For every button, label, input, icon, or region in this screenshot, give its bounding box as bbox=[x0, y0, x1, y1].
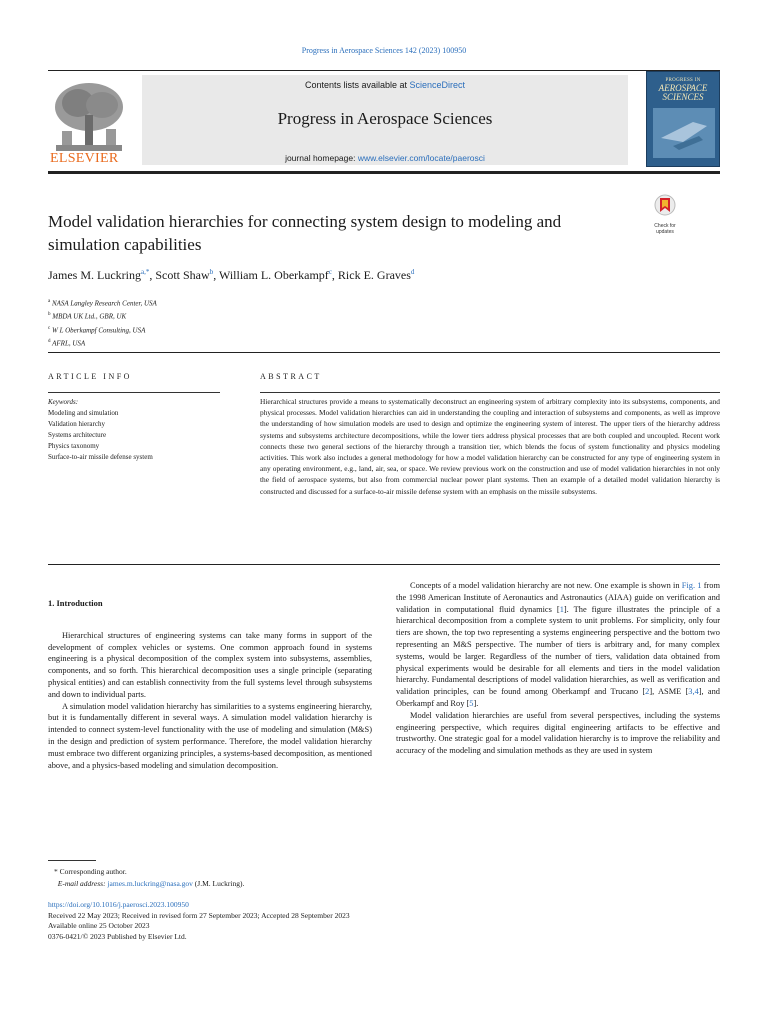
author-affiliation-mark[interactable]: a,* bbox=[140, 268, 150, 276]
body-paragraph: A simulation model validation hierarchy has similarities to a systems engineering hierarchy, but it is fundamentally different in several ways. A simulation model validation hierarchy is intended to connect system-level functionality with the use of modeling and simulation (M&S) in the design and prediction of system performance. Therefore, the model validation hierarchy must embrace two different organizing principles, a systems-based decomposition, as mentioned above, and a physics-based modeling and simulation decomposition. bbox=[48, 701, 372, 770]
cover-line2: AEROSPACE SCIENCES bbox=[658, 83, 708, 102]
footnote-block bbox=[54, 866, 244, 890]
author-separator: , bbox=[213, 268, 219, 282]
cover-line1: PROGRESS IN bbox=[665, 78, 701, 83]
keyword-item: Surface-to-air missile defense system bbox=[48, 453, 153, 461]
sciencedirect-link[interactable]: ScienceDirect bbox=[409, 80, 466, 90]
publisher-name: ELSEVIER bbox=[50, 151, 119, 166]
citation-link[interactable]: 3,4 bbox=[688, 687, 699, 697]
keyword-item: Modeling and simulation bbox=[48, 409, 119, 417]
received-dates: Received 22 May 2023; Received in revised form 27 September 2023; Accepted 28 September 2023 bbox=[48, 910, 350, 920]
body-paragraph: Model validation hierarchies are useful from several perspectives, including the systems engineering perspective, which requires digital engineering artifacts to be effective and trustworthy. One strategic goal for a model validation hierarchy is to improve the reliability and accuracy of the modeling and simulation methods as they are used in system bbox=[396, 710, 720, 756]
cover-image bbox=[653, 108, 715, 158]
affiliation-item: $^b$ MBDA UK Ltd., GBR, UK bbox=[48, 312, 127, 321]
keywords-block bbox=[48, 397, 153, 463]
masthead-rule bbox=[48, 171, 720, 174]
body-column-left bbox=[48, 598, 372, 771]
section-heading: 1. Introduction bbox=[48, 598, 103, 608]
author-affiliation-mark[interactable]: b bbox=[209, 268, 214, 276]
journal-title: Progress in Aerospace Sciences bbox=[277, 109, 493, 128]
copyright: 0376-0421/© 2023 Published by Elsevier Ltd. bbox=[48, 931, 187, 941]
body-column-right bbox=[396, 580, 720, 757]
citation-link[interactable]: 2 bbox=[645, 687, 650, 697]
author bbox=[48, 268, 155, 282]
author-name[interactable]: Rick E. Graves bbox=[337, 268, 411, 282]
keyword-item: Validation hierarchy bbox=[48, 420, 105, 428]
author-affiliation-mark[interactable]: d bbox=[410, 268, 415, 276]
article-info-rule bbox=[48, 392, 220, 393]
author-name[interactable]: William L. Oberkampf bbox=[218, 268, 329, 282]
article-info-heading: ARTICLE INFO bbox=[48, 372, 132, 381]
author-separator: , bbox=[149, 268, 156, 282]
abstract-text: Hierarchical structures provide a means to systematically deconstruct an engineering system of arbitrary complexity into its subsystems, components, and physical processes. Model validation hierarchies can aid in understanding the coupling and interaction of subsystems and components, as well as improve the understanding of how simulation models are used to design and optimize the engineering system of interest. The upper tiers of the hierarchy address systems and subsystems architecture decompositions, while the lower tiers address physical processes that are both coupled and uncoupled. Recent work connects these two general sections of the hierarchy through a transition tier, which blends the focus of system functionality and physics modeling activities. This work also includes a general methodology for how a model validation hierarchy can be constructed for any type of engineering system in any operating environment, e.g., land, air, sea, or space. We review previous work on the construction and use of model validation hierarchies in not only the field of aerospace systems, but also from commercial nuclear power plant systems. Then an example of a detailed model validation hierarchy is constructed and discussed for a surface-to-air missile defense system with an emphasis on the missile subsystems. bbox=[260, 397, 720, 496]
homepage-prefix: journal homepage: bbox=[285, 153, 358, 163]
author bbox=[338, 268, 414, 282]
publication-info bbox=[48, 900, 350, 942]
keyword-item: Physics taxonomy bbox=[48, 442, 100, 450]
homepage-line bbox=[142, 153, 628, 163]
check-for-updates-badge[interactable] bbox=[648, 194, 682, 235]
author-affiliation-mark[interactable]: c bbox=[328, 268, 332, 276]
homepage-link[interactable]: www.elsevier.com/locate/paerosci bbox=[357, 153, 485, 163]
available-online: Available online 25 October 2023 bbox=[48, 921, 150, 930]
affiliation-item: $^c$ W L Oberkampf Consulting, USA bbox=[48, 325, 146, 334]
body-paragraph: Concepts of a model validation hierarchy are not new. One example is shown in Fig. 1 from the 1998 American Institute of Aeronautics and Astronautics (AIAA) guide on verification and validation in computational fluid dynamics [1]. The figure illustrates the principle of a hierarchical decomposition from a complete system to unit problems. For simplicity, only four tiers are shown, the top two representing a systems engineering perspective and the bottom two representing an M&S perspective. The number of tiers is arbitrary and, for many complex systems, would be larger. Regardless of the number of tiers, validation data obtained from physical experiments would be desirable for all elements and tiers in the model validation hierarchy. Fundamental descriptions of model validation hierarchies, as well as verification and validation principles, can be found among Oberkampf and Trucano [2], ASME [3,4], and Oberkampf and Roy [5]. bbox=[396, 581, 720, 708]
contents-prefix: Contents lists available at bbox=[304, 80, 410, 90]
keyword-item: Systems architecture bbox=[48, 431, 107, 439]
header-divider bbox=[48, 352, 720, 353]
citation-link[interactable]: 1 bbox=[559, 604, 564, 614]
author-name[interactable]: James M. Luckring bbox=[48, 268, 141, 282]
corresponding-author-note: * Corresponding author. bbox=[54, 867, 127, 876]
article-title: Model validation hierarchies for connecting system design to modeling and simulation capabilities bbox=[48, 212, 562, 254]
affiliation-item: $^d$ AFRL, USA bbox=[48, 338, 86, 348]
abstract-heading: ABSTRACT bbox=[260, 372, 322, 381]
body-paragraph: Hierarchical structures of engineering systems can take many forms in support of the development of complex vehicles or systems. One common approach found in systems engineering is a physical decomposition of the complex system into subsystems, assemblies, components, and so forth. This hierarchical decomposition uses a single principle (separating physical entities) and can establish connectivity from the full systems level through subsystems and down to individual parts. bbox=[48, 630, 372, 699]
keywords-label: Keywords: bbox=[48, 398, 79, 406]
journal-reference[interactable]: Progress in Aerospace Sciences 142 (2023) 100950 bbox=[301, 46, 467, 55]
affiliation-item: $^a$ NASA Langley Research Center, USA bbox=[48, 299, 157, 308]
author-name[interactable]: Scott Shaw bbox=[155, 268, 210, 282]
email-note: E-mail address: james.m.luckring@nasa.gov (J.M. Luckring). bbox=[57, 879, 245, 888]
body-divider bbox=[48, 564, 720, 565]
author-list bbox=[48, 268, 414, 283]
masthead bbox=[48, 70, 720, 170]
abstract-rule bbox=[260, 392, 720, 393]
crossmark-icon bbox=[654, 194, 676, 218]
author bbox=[219, 268, 338, 282]
crossmark-label: Check for updates bbox=[654, 223, 676, 235]
figure-link[interactable]: Fig. 1 bbox=[681, 581, 702, 590]
journal-header-box bbox=[142, 75, 628, 165]
doi-link[interactable]: https://doi.org/10.1016/j.paerosci.2023.100950 bbox=[48, 900, 189, 909]
citation-link[interactable]: 5 bbox=[469, 698, 474, 708]
affiliation-list bbox=[48, 296, 157, 349]
author bbox=[155, 268, 219, 282]
journal-cover-thumbnail[interactable] bbox=[646, 71, 720, 167]
contents-line bbox=[142, 80, 628, 90]
email-link[interactable]: james.m.luckring@nasa.gov bbox=[107, 879, 193, 888]
footnote-rule bbox=[48, 860, 96, 861]
author-separator: , bbox=[331, 268, 338, 282]
